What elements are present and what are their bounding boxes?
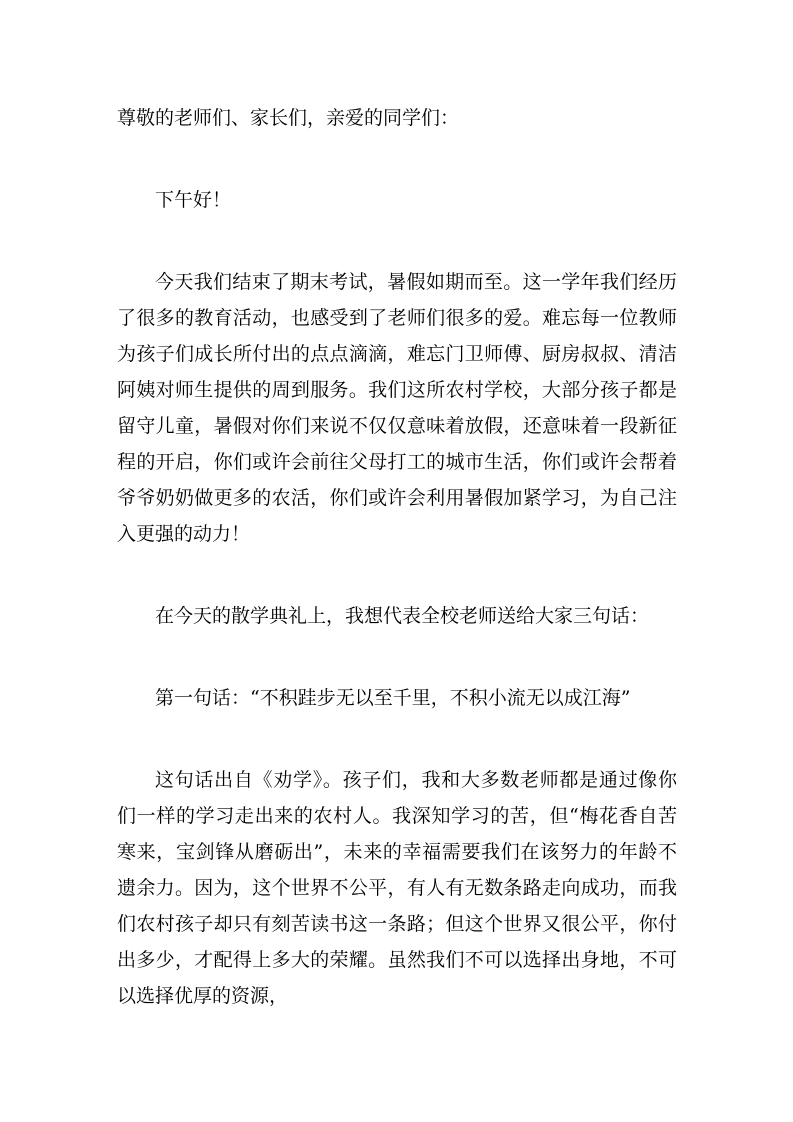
paragraph: 今天我们结束了期末考试，暑假如期而至。这一学年我们经历了很多的教育活动，也感受到了老师们很多的爱。难忘每一位教师为孩子们成长所付出的点点滴滴，难忘门卫师傅、厨房叔叔、清洁阿姨对师生提供的周到服务。我们这所农村学校，大部分孩子都是留守儿童，暑假对你们来说不仅仅意味着放假，还意味着一段新征程的开启，你们或许会前往父母打工的城市生活，你们或许会帮着爷爷奶奶做更多的农活，你们或许会利用暑假加紧学习，为自己注入更强的动力！ bbox=[117, 271, 677, 545]
greeting: 下午好！ bbox=[155, 189, 232, 211]
salutation: 尊敬的老师们、家长们，亲爱的同学们： bbox=[117, 107, 460, 129]
paragraph: 在今天的散学典礼上，我想代表全校老师送给大家三句话： bbox=[155, 605, 650, 627]
paragraph: 第一句话：“不积跬步无以至千里，不积小流无以成江海” bbox=[155, 687, 631, 709]
paragraph: 这句话出自《劝学》。孩子们，我和大多数老师都是通过像你们一样的学习走出来的农村人。我深知学习的苦，但“梅花香自苦寒来，宝剑锋从磨砺出”，未来的幸福需要我们在该努力的年龄不遗余力。因为，这个世界不公平，有人有无数条路走向成功，而我们农村孩子却只有刻苦读书这一条路；但这个世界又很公平，你付出多少，才配得上多大的荣耀。虽然我们不可以选择出身地，不可以选择优厚的资源， bbox=[117, 769, 677, 1007]
document-body bbox=[117, 100, 677, 1014]
